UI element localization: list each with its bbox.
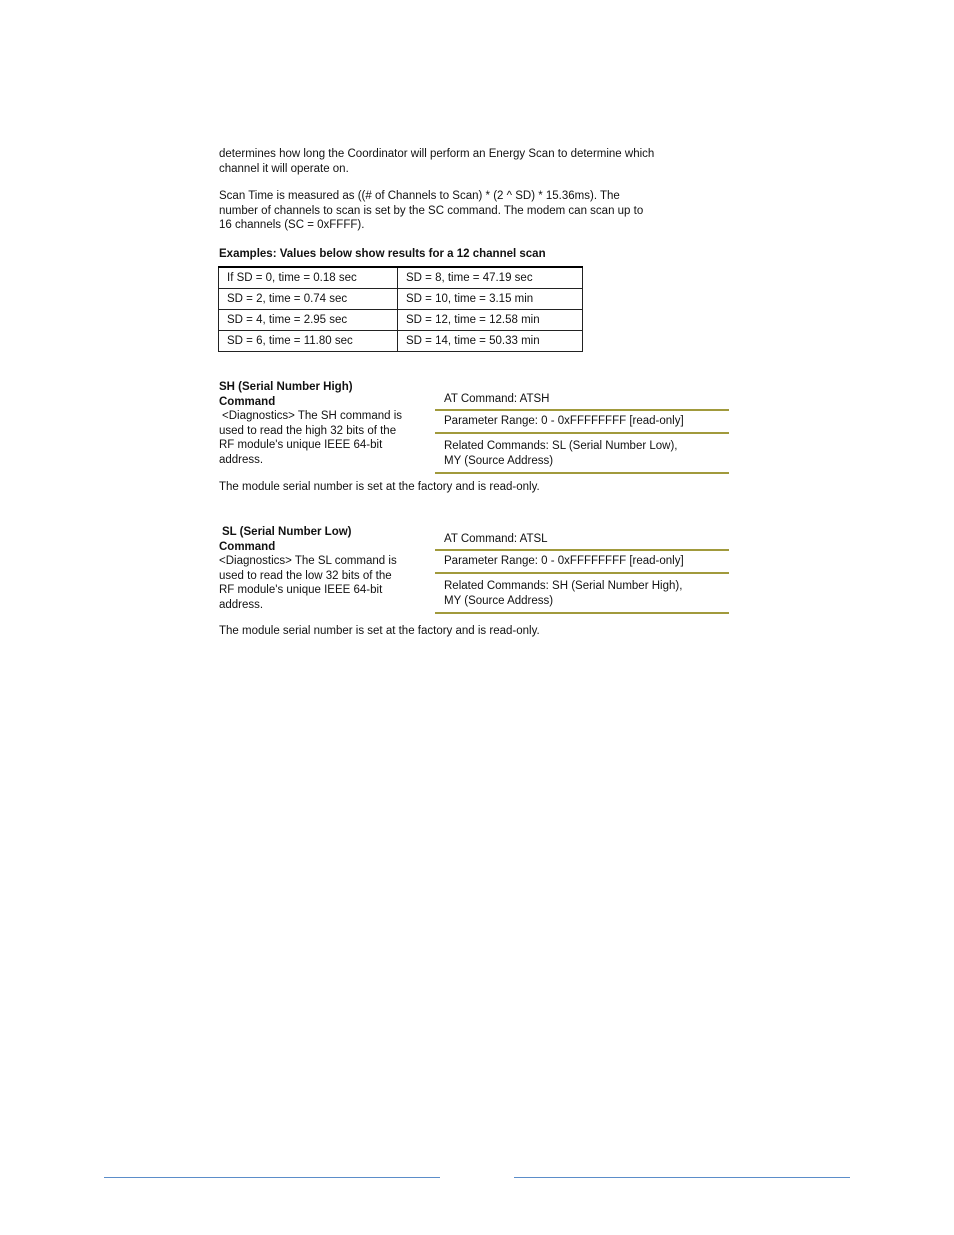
sl-desc-line: <Diagnostics> The SL command is	[219, 555, 397, 567]
table-cell: SD = 12, time = 12.58 min	[398, 310, 583, 331]
sl-related-line: MY (Source Address)	[444, 594, 554, 607]
sh-title-line: SH (Serial Number High)	[219, 381, 353, 393]
sh-command-table	[435, 389, 729, 474]
scan-time-line: Scan Time is measured as ((# of Channels to Scan) * (2 ^ SD) * 15.36ms). The	[219, 190, 620, 202]
table-row	[219, 267, 583, 289]
sh-desc-line: RF module's unique IEEE 64-bit	[219, 439, 383, 451]
sh-desc-line: used to read the high 32 bits of the	[219, 424, 397, 437]
sh-parameter-range: Parameter Range: 0 - 0xFFFFFFFF [read-only]	[435, 411, 729, 434]
table-cell: SD = 10, time = 3.15 min	[398, 289, 583, 310]
footer-rule-right	[514, 1177, 850, 1178]
sl-title-line: Command	[219, 540, 276, 553]
sl-desc-line: used to read the low 32 bits of the	[219, 569, 392, 582]
table-cell: SD = 4, time = 2.95 sec	[219, 310, 398, 331]
examples-title: Examples: Values below show results for a 12 channel scan	[219, 248, 546, 260]
sh-desc-line: address.	[219, 453, 264, 466]
intro-line: channel it will operate on.	[219, 162, 349, 175]
table-row	[219, 331, 583, 352]
table-cell: SD = 2, time = 0.74 sec	[219, 289, 398, 310]
table-cell: If SD = 0, time = 0.18 sec	[219, 267, 398, 289]
sd-examples-table	[218, 266, 583, 352]
table-cell: SD = 8, time = 47.19 sec	[398, 267, 583, 289]
scan-time-paragraph	[219, 189, 709, 233]
sl-command-table	[435, 529, 729, 614]
sh-related-commands	[435, 434, 729, 474]
sl-desc-line: address.	[219, 598, 264, 611]
sl-title-line: SL (Serial Number Low)	[222, 526, 352, 538]
table-cell: SD = 6, time = 11.80 sec	[219, 331, 398, 352]
sh-related-line: Related Commands: SL (Serial Number Low),	[444, 440, 678, 452]
sl-note: The module serial number is set at the factory and is read-only.	[219, 625, 540, 637]
sh-at-command: AT Command: ATSH	[435, 389, 729, 411]
table-row	[219, 289, 583, 310]
sl-related-commands	[435, 574, 729, 614]
sl-parameter-range: Parameter Range: 0 - 0xFFFFFFFF [read-only]	[435, 551, 729, 574]
sh-note: The module serial number is set at the factory and is read-only.	[219, 481, 540, 493]
sh-desc-line: <Diagnostics> The SH command is	[222, 410, 403, 422]
scan-time-line: number of channels to scan is set by the SC command. The modem can scan up to	[219, 204, 644, 217]
sl-related-line: Related Commands: SH (Serial Number High),	[444, 580, 683, 592]
intro-paragraph	[219, 147, 709, 176]
footer-rule-left	[104, 1177, 440, 1178]
sh-title-line: Command	[219, 395, 276, 408]
sh-command-description	[219, 380, 429, 467]
sl-command-description	[219, 525, 429, 612]
scan-time-line: 16 channels (SC = 0xFFFF).	[219, 219, 365, 231]
table-cell: SD = 14, time = 50.33 min	[398, 331, 583, 352]
sh-related-line: MY (Source Address)	[444, 454, 554, 467]
table-row	[219, 310, 583, 331]
sl-desc-line: RF module's unique IEEE 64-bit	[219, 584, 383, 596]
sl-at-command: AT Command: ATSL	[435, 529, 729, 551]
intro-line: determines how long the Coordinator will perform an Energy Scan to determine which	[219, 148, 655, 160]
